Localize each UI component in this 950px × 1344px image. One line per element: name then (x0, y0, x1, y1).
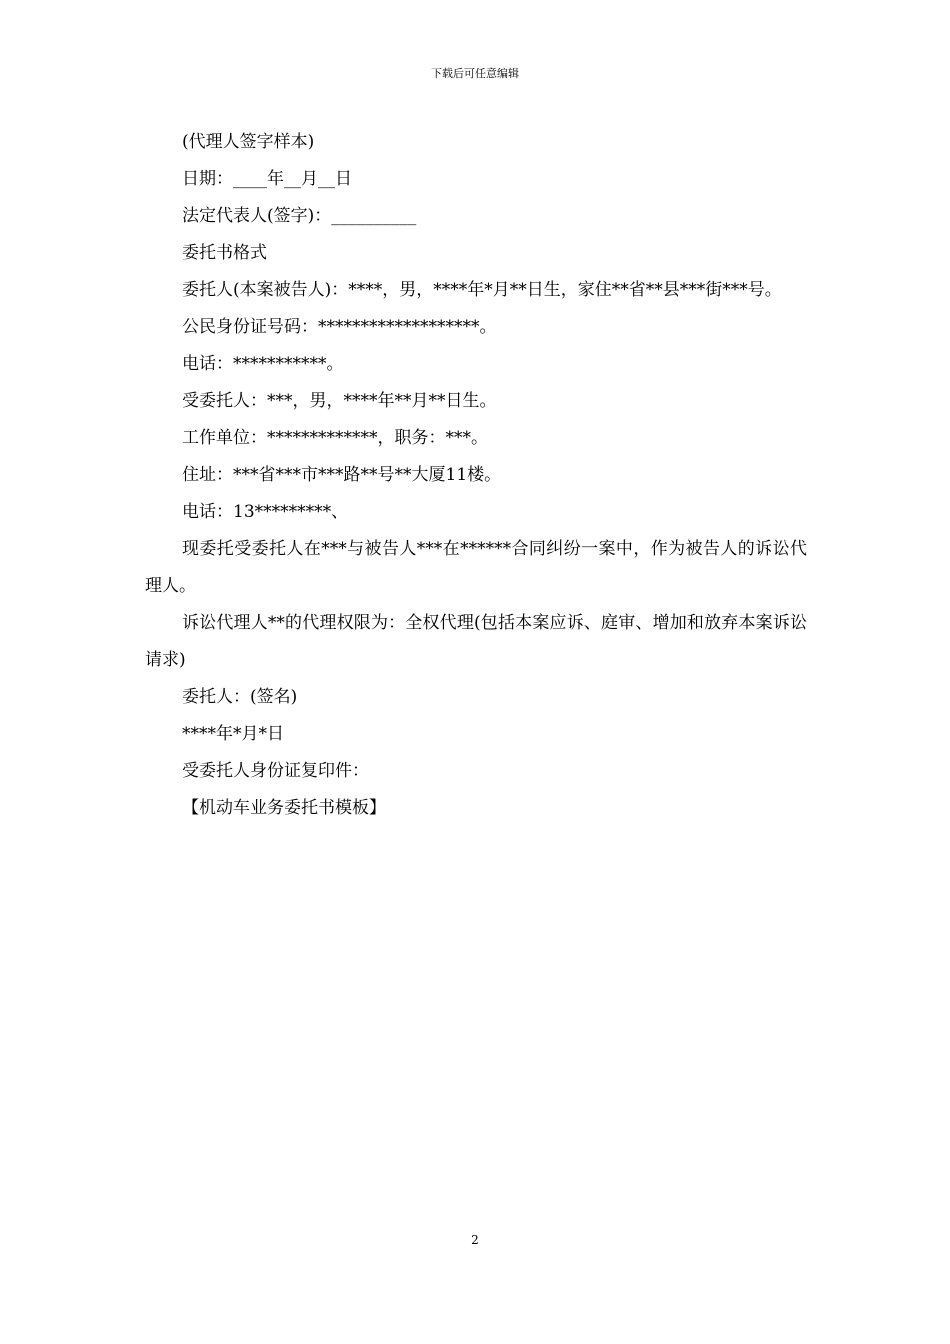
paragraph-date: 日期：____年__月__日 (182, 169, 352, 189)
paragraph-id-copy: 受委托人身份证复印件： (182, 761, 369, 781)
page-header: 下载后可任意编辑 (431, 67, 519, 80)
paragraph-format-title: 委托书格式 (182, 243, 267, 263)
paragraph-principal: 委托人(本案被告人)：****，男，****年*月**日生，家住**省**县***街***号。 (182, 280, 782, 300)
paragraph-employer: 工作单位：*************，职务：***。 (182, 428, 488, 448)
page-number: 2 (471, 1233, 479, 1247)
paragraph-agent-phone: 电话：13*********、 (182, 502, 349, 522)
paragraph-authority: 诉讼代理人**的代理权限为：全权代理(包括本案应诉、庭审、增加和放弃本案诉讼请求) (145, 613, 807, 670)
paragraph-entrustment: 现委托受委托人在***与被告人***在******合同纠纷一案中，作为被告人的诉讼代理人。 (145, 539, 807, 596)
paragraph-principal-signature: 委托人：(签名) (182, 687, 298, 707)
paragraph-address: 住址：***省***市***路**号**大厦11楼。 (182, 465, 502, 485)
paragraph-legal-representative: 法定代表人(签字)：__________ (182, 206, 417, 226)
paragraph-agent: 受委托人：***，男，****年**月**日生。 (182, 391, 497, 411)
paragraph-agent-signature-sample: (代理人签字样本) (182, 132, 315, 152)
paragraph-signing-date: ****年*月*日 (182, 724, 284, 744)
document-body (145, 124, 807, 827)
paragraph-principal-phone: 电话：***********。 (182, 354, 344, 374)
paragraph-id-number: 公民身份证号码：*******************。 (182, 317, 497, 337)
paragraph-template-title: 【机动车业务委托书模板】 (182, 798, 386, 818)
